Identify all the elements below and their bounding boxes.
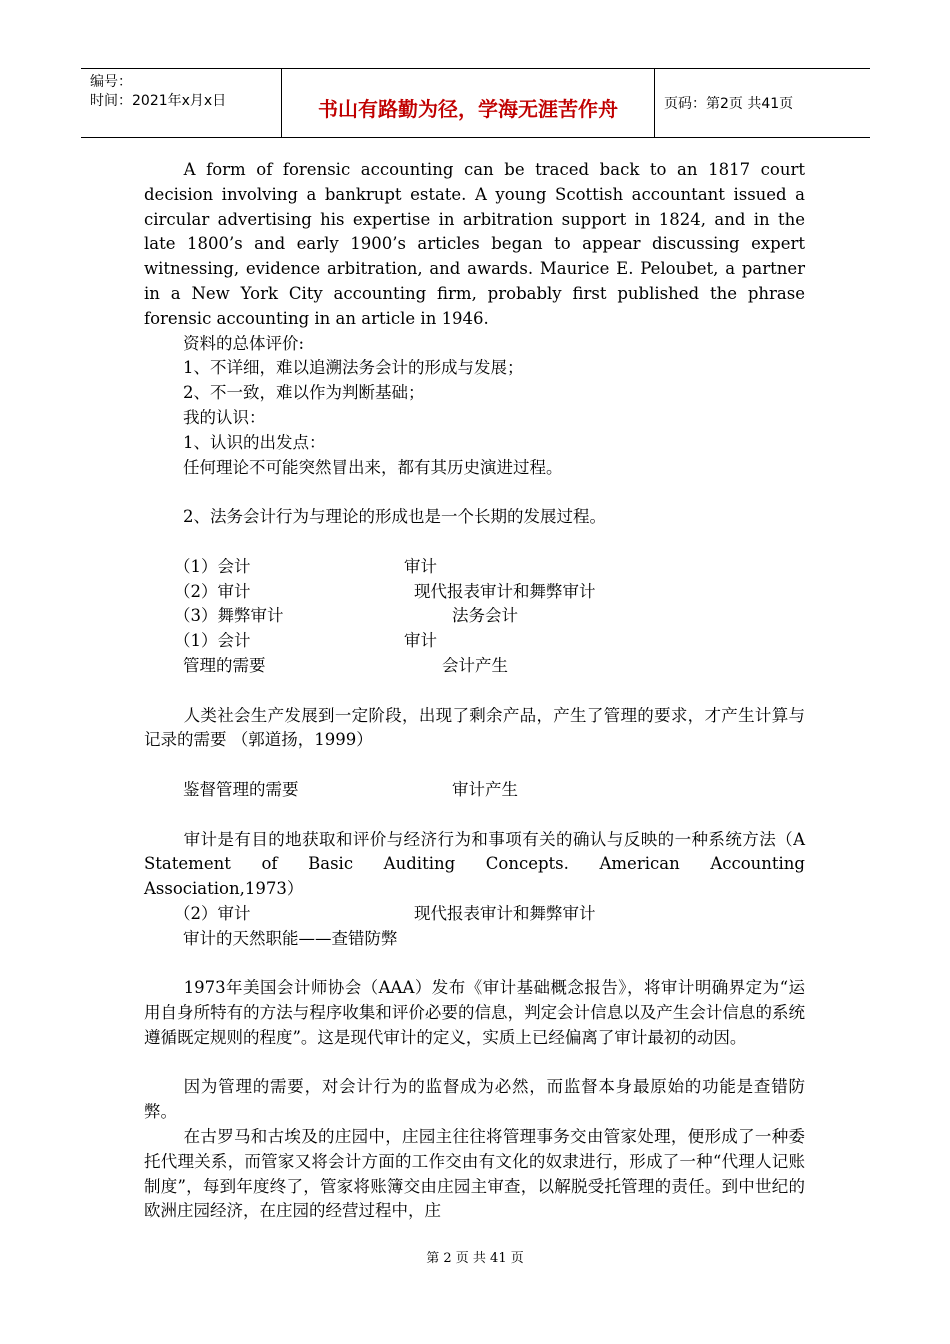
pair-row [144,604,805,629]
pair-right: 现代报表审计和舞弊审计 [414,581,596,601]
header-page-cell [655,69,870,137]
paragraph-supervision: 因为管理的需要，对会计行为的监督成为必然，而监督本身最原始的功能是查错防弊。 [144,1077,805,1122]
pair-right: 现代报表审计和舞弊审计 [414,903,596,923]
pair-left: （3）舞弊审计 [174,606,284,626]
pair-row [144,629,805,654]
pair-right: 审计 [404,631,437,651]
line-point-1: 1、不详细，难以追溯法务会计的形成与发展； [183,358,524,378]
line-starting-point: 1、认识的出发点： [183,432,326,452]
pair-row [144,580,805,605]
line-overall-evaluation: 资料的总体评价: [183,333,305,353]
pair-left: （1）会计 [174,556,251,576]
pair-left: 管理的需要 [183,655,266,675]
page-header [81,68,870,138]
pair-row [144,778,805,803]
paragraph-aaa-1973: 1973年美国会计师协会（AAA）发布《审计基础概念报告》，将审计明确界定为“运用自身所特有的方法与程序收集和评价必要的信息，判定会计信息以及产生会计信息的系统遵循既定规则的程度”。这是现代审计的定义，实质上已经偏离了审计最初的动因。 [144,978,805,1047]
paragraph-surplus-product: 人类社会生产发展到一定阶段，出现了剩余产品，产生了管理的要求，才产生计算与记录的需要 （郭道扬，1999） [144,705,805,750]
paragraph-forensic-history: A form of forensic accounting can be traced back to an 1817 court decision involving a bankrupt estate. A young Scottish accountant issued a circular advertising his expertise in arbitration support in 1824, and in the late 1800’s and early 1900’s articles began to appear discussing expert witnessing, evidence arbitration, and awards. Maurice E. Peloubet, a partner in a New York City accounting firm, probably first published the phrase forensic accounting in an article in 1946. [144,160,805,328]
document-body [144,158,805,1224]
line-theory-history: 任何理论不可能突然冒出来，都有其历史演进过程。 [183,457,563,477]
pair-left: （1）会计 [174,631,251,651]
pair-row [144,902,805,927]
pair-right: 审计 [404,556,437,576]
header-motto-cell [282,69,655,137]
pair-left: 鉴督管理的需要 [183,779,299,799]
line-point-2: 2、不一致，难以作为判断基础； [183,383,425,403]
line-my-understanding: 我的认识： [183,407,266,427]
pair-right: 审计产生 [452,779,518,799]
page-count-label: 页码：第2页 共41页 [664,96,794,112]
header-meta-cell [81,69,282,137]
line-development-process: 2、法务会计行为与理论的形成也是一个长期的发展过程。 [183,507,606,527]
pair-left: （2）审计 [174,903,251,923]
pair-row [144,654,805,679]
line-audit-function: 审计的天然职能——查错防弊 [183,928,398,948]
pair-row [144,555,805,580]
header-motto: 书山有路勤为径，学海无涯苦作舟 [318,97,618,121]
paragraph-audit-definition: 审计是有目的地获取和评价与经济行为和事项有关的确认与反映的一种系统方法（A Statement of Basic Auditing Concepts. American Accounting Association,1973） [144,829,805,899]
pair-right: 法务会计 [452,606,518,626]
pair-right: 会计产生 [442,655,508,675]
document-number-label: 编号： [90,74,132,90]
page-footer: 第 2 页 共 41 页 [426,1251,524,1266]
paragraph-ancient-manor: 在古罗马和古埃及的庄园中，庄园主往往将管理事务交由管家处理，便形成了一种委托代理关系，而管家又将会计方面的工作交由有文化的奴隶进行，形成了一种“代理人记账制度”，每到年度终了，管家将账簿交由庄园主审查，以解脱受托管理的责任。到中世纪的欧洲庄园经济，在庄园的经营过程中，庄 [144,1127,805,1221]
document-date-label: 时间：2021年x月x日 [90,93,227,109]
pair-left: （2）审计 [174,581,251,601]
